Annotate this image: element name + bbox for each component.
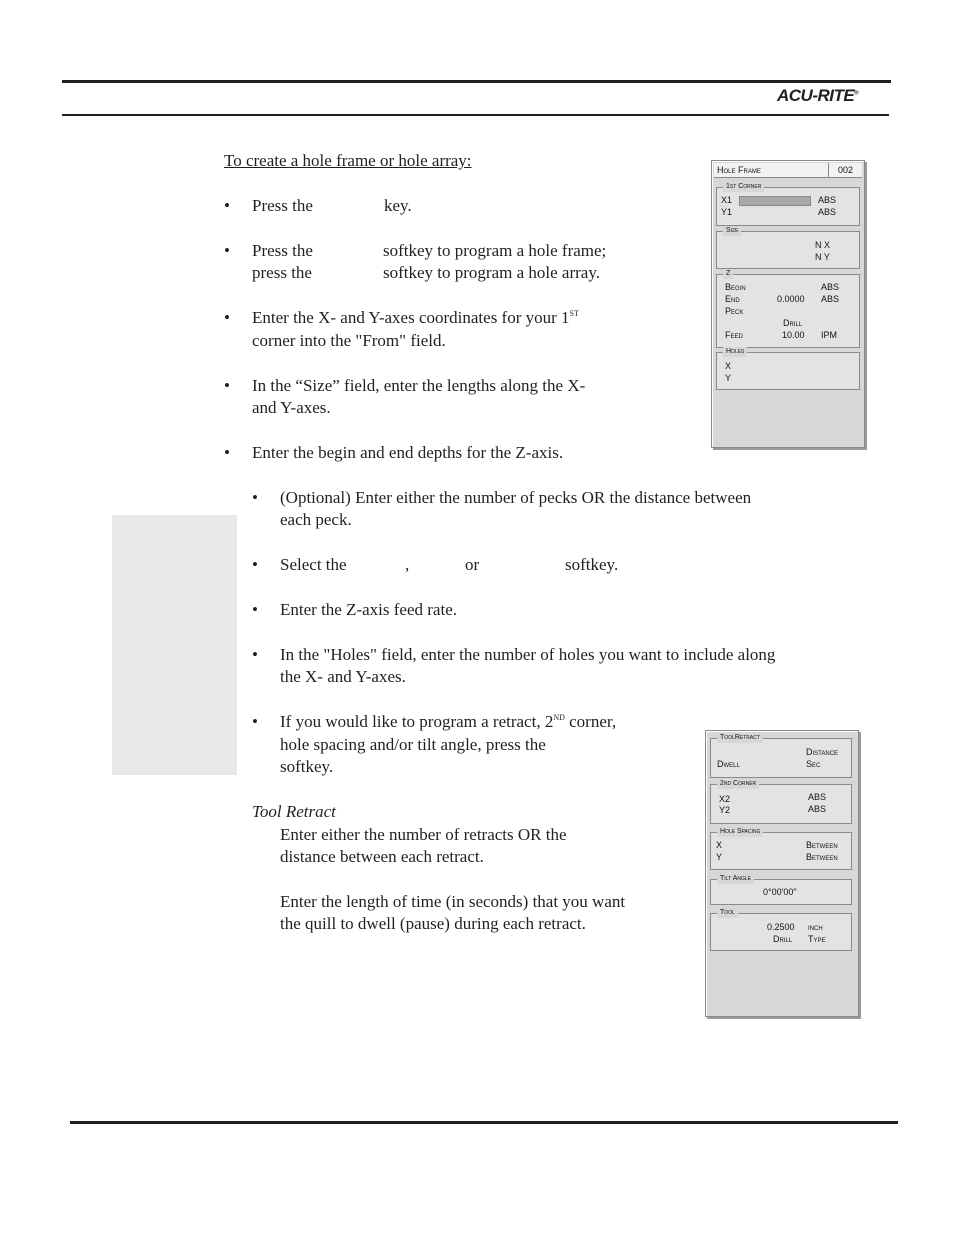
tool-retract-p2: Enter the length of time (in seconds) that you want <box>280 892 626 911</box>
group-label: Hole Spacing <box>717 827 763 837</box>
footer-rule <box>70 1121 898 1124</box>
tool-drill-label: Drill <box>773 934 793 944</box>
group-label: Tool <box>717 908 738 918</box>
dwell-label: Dwell <box>717 759 740 769</box>
holes-x-label: X <box>725 361 732 371</box>
group-label: 1st Corner <box>723 182 764 192</box>
tool-retract-p1: Enter either the number of retracts OR the <box>280 825 567 844</box>
z-end-value: 0.0000 <box>777 294 805 304</box>
x1-label: X1 <box>721 195 733 205</box>
spacing-y-label: Y <box>716 852 723 862</box>
distance-label: Distance <box>806 747 839 757</box>
z-begin-mode: ABS <box>821 282 840 292</box>
z-end-mode: ABS <box>821 294 840 304</box>
substep-select-softkey: • Select the , or softkey. <box>280 554 347 576</box>
tool-group <box>710 909 852 951</box>
z-feed-label: Feed <box>725 330 743 340</box>
tilt-angle-group <box>710 875 852 905</box>
spacing-x-label: X <box>716 840 723 850</box>
substep-retract-softkey: softkey. <box>280 757 334 776</box>
holes-group <box>716 348 860 390</box>
step-hole-array-softkey: press the softkey to program a hole array. <box>252 263 600 282</box>
tool-unit: inch <box>808 922 823 932</box>
acu-rite-logo: ACU-RITE® <box>777 86 859 105</box>
spacing-x-mode: Between <box>806 840 838 850</box>
tool-retract-p1-cont: distance between each retract. <box>280 847 484 866</box>
size-ny: N Y <box>815 252 830 262</box>
sec-label: Sec <box>806 759 821 769</box>
z-group <box>716 270 860 348</box>
y2-label: Y2 <box>719 805 731 815</box>
sidebar-note-box <box>112 515 237 775</box>
x1-mode: ABS <box>818 195 837 205</box>
group-label: ToolRetract <box>717 733 763 743</box>
y2-mode: ABS <box>808 804 827 814</box>
screen-title-bar <box>714 163 862 178</box>
z-feed-value: 10.00 <box>782 330 805 340</box>
z-peck-label: Peck <box>725 306 744 316</box>
screen-number: 002 <box>828 163 862 177</box>
tool-retract-p2-cont: the quill to dwell (pause) during each retract. <box>280 914 586 933</box>
group-label: Holes <box>723 347 747 357</box>
y1-mode: ABS <box>818 207 837 217</box>
holes-y-label: Y <box>725 373 732 383</box>
size-nx: N X <box>815 240 831 250</box>
step-first-corner-cont: corner into the "From" field. <box>252 331 446 350</box>
x1-input-field[interactable] <box>739 196 811 206</box>
step-size: • In the “Size” field, enter the lengths along the X- <box>252 375 585 397</box>
z-feed-unit: IPM <box>821 330 838 340</box>
substep-holes: • In the "Holes" field, enter the number of holes you want to include along <box>280 644 775 666</box>
group-label: Z <box>723 269 733 279</box>
step-z-depths: • Enter the begin and end depths for the Z-axis. <box>252 442 563 464</box>
substep-retract-cont: hole spacing and/or tilt angle, press the <box>280 735 546 754</box>
substep-pecks-cont: each peck. <box>280 510 352 529</box>
x2-label: X2 <box>719 794 731 804</box>
step-hole-frame-softkey: • Press the softkey to program a hole frame; <box>252 240 313 262</box>
hole-spacing-group <box>710 828 852 870</box>
drill-label: Drill <box>783 318 803 328</box>
y1-label: Y1 <box>721 207 733 217</box>
group-label: Size <box>723 226 741 236</box>
tool-diameter: 0.2500 <box>767 922 795 932</box>
header-rule-thin <box>62 114 889 116</box>
section-heading: To create a hole frame or hole array: <box>224 151 472 170</box>
step-size-cont: and Y-axes. <box>252 398 331 417</box>
group-label: 2nd Corner <box>717 779 759 789</box>
step-first-corner: • Enter the X- and Y-axes coordinates for your 1ST <box>252 307 579 329</box>
hole-frame-screen <box>711 160 865 448</box>
second-corner-group <box>710 780 852 824</box>
header-rule <box>62 80 891 83</box>
z-end-label: End <box>725 294 740 304</box>
substep-pecks: • (Optional) Enter either the number of pecks OR the distance between <box>280 487 751 509</box>
substep-feed-rate: • Enter the Z-axis feed rate. <box>280 599 457 621</box>
first-corner-group <box>716 183 860 226</box>
substep-holes-cont: the X- and Y-axes. <box>280 667 406 686</box>
group-label: Tilt Angle <box>717 874 754 884</box>
tool-type-label: Type <box>808 934 826 944</box>
tool-retract-group <box>710 734 852 778</box>
tilt-angle-value: 0°00'00" <box>763 887 797 897</box>
size-group <box>716 227 860 269</box>
tool-retract-screen <box>705 730 859 1017</box>
x2-mode: ABS <box>808 792 827 802</box>
spacing-y-mode: Between <box>806 852 838 862</box>
substep-retract: • If you would like to program a retract, 2ND corner, <box>280 711 616 733</box>
tool-retract-heading: Tool Retract <box>252 802 336 821</box>
screen-title: Hole Frame <box>717 165 761 175</box>
z-begin-label: Begin <box>725 282 746 292</box>
step-press-key: • Press the key. <box>252 195 313 217</box>
